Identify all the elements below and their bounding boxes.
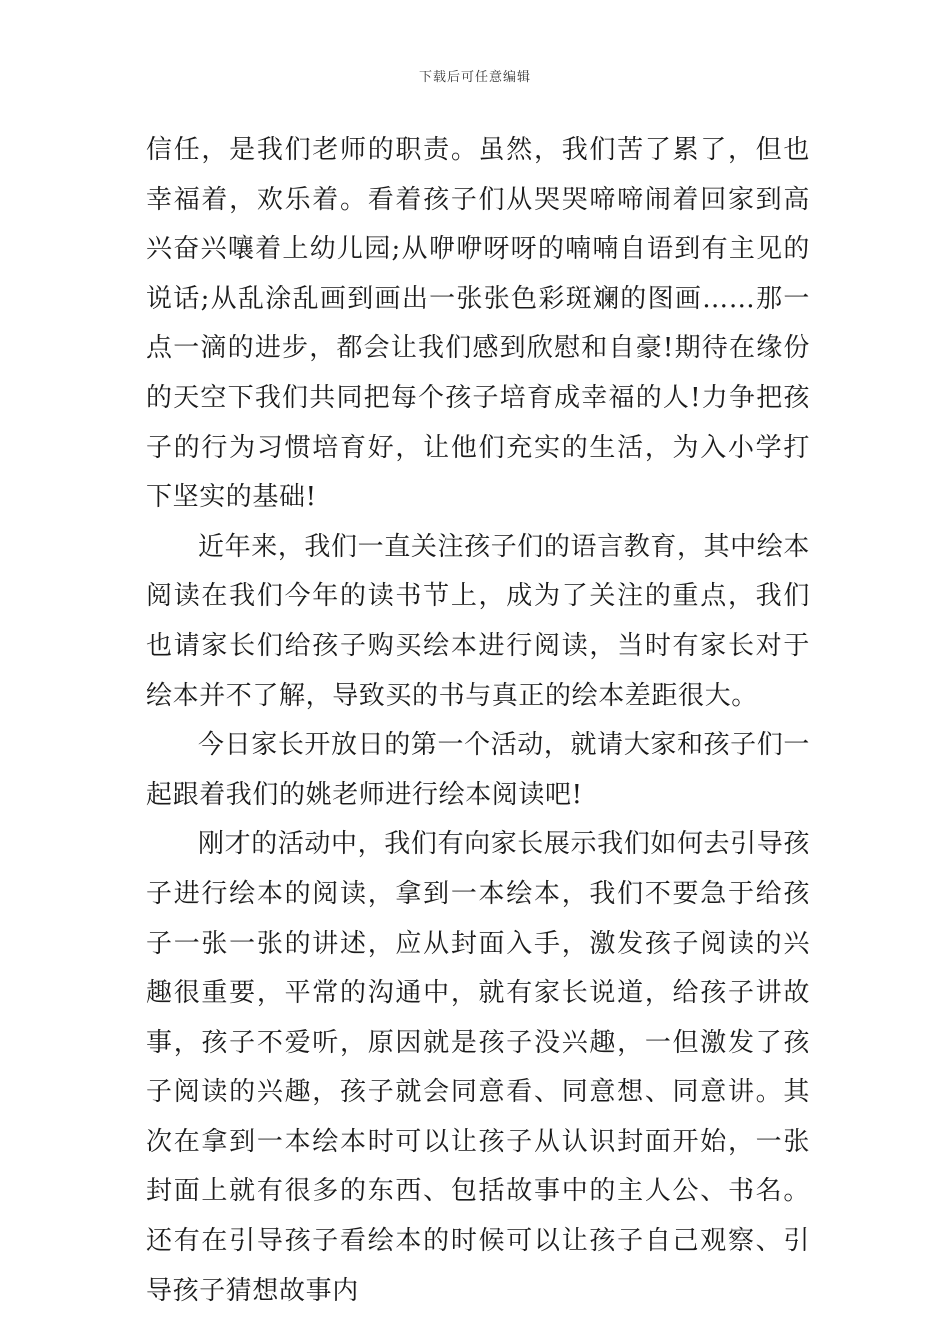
document-body xyxy=(146,126,810,1316)
paragraph-2: 近年来，我们一直关注孩子们的语言教育，其中绘本阅读在我们今年的读书节上，成为了关注的重点，我们也请家长们给孩子购买绘本进行阅读，当时有家长对于绘本并不了解，导致买的书与真正的绘本差距很大。 xyxy=(146,531,810,711)
header-note: 下载后可任意编辑 xyxy=(418,70,531,85)
paragraph-4: 刚才的活动中，我们有向家长展示我们如何去引导孩子进行绘本的阅读，拿到一本绘本，我们不要急于给孩子一张一张的讲述，应从封面入手，激发孩子阅读的兴趣很重要，平常的沟通中，就有家长说道，给孩子讲故事，孩子不爱听，原因就是孩子没兴趣，一但激发了孩子阅读的兴趣，孩子就会同意看、同意想、同意讲。其次在拿到一本绘本时可以让孩子从认识封面开始，一张封面上就有很多的东西、包括故事中的主人公、书名。还有在引导孩子看绘本的时候可以让孩子自己观察、引导孩子猜想故事内 xyxy=(146,829,810,1306)
paragraph-3: 今日家长开放日的第一个活动，就请大家和孩子们一起跟着我们的姚老师进行绘本阅读吧! xyxy=(146,730,810,810)
paragraph-1: 信任，是我们老师的职责。虽然，我们苦了累了，但也幸福着，欢乐着。看着孩子们从哭哭啼啼闹着回家到高兴奋兴嚷着上幼儿园;从咿咿呀呀的喃喃自语到有主见的说话;从乱涂乱画到画出一张张色彩斑斓的图画……那一点一滴的进步，都会让我们感到欣慰和自豪!期待在缘份的天空下我们共同把每个孩子培育成幸福的人!力争把孩子的行为习惯培育好，让他们充实的生活，为入小学打下坚实的基础! xyxy=(146,135,810,513)
